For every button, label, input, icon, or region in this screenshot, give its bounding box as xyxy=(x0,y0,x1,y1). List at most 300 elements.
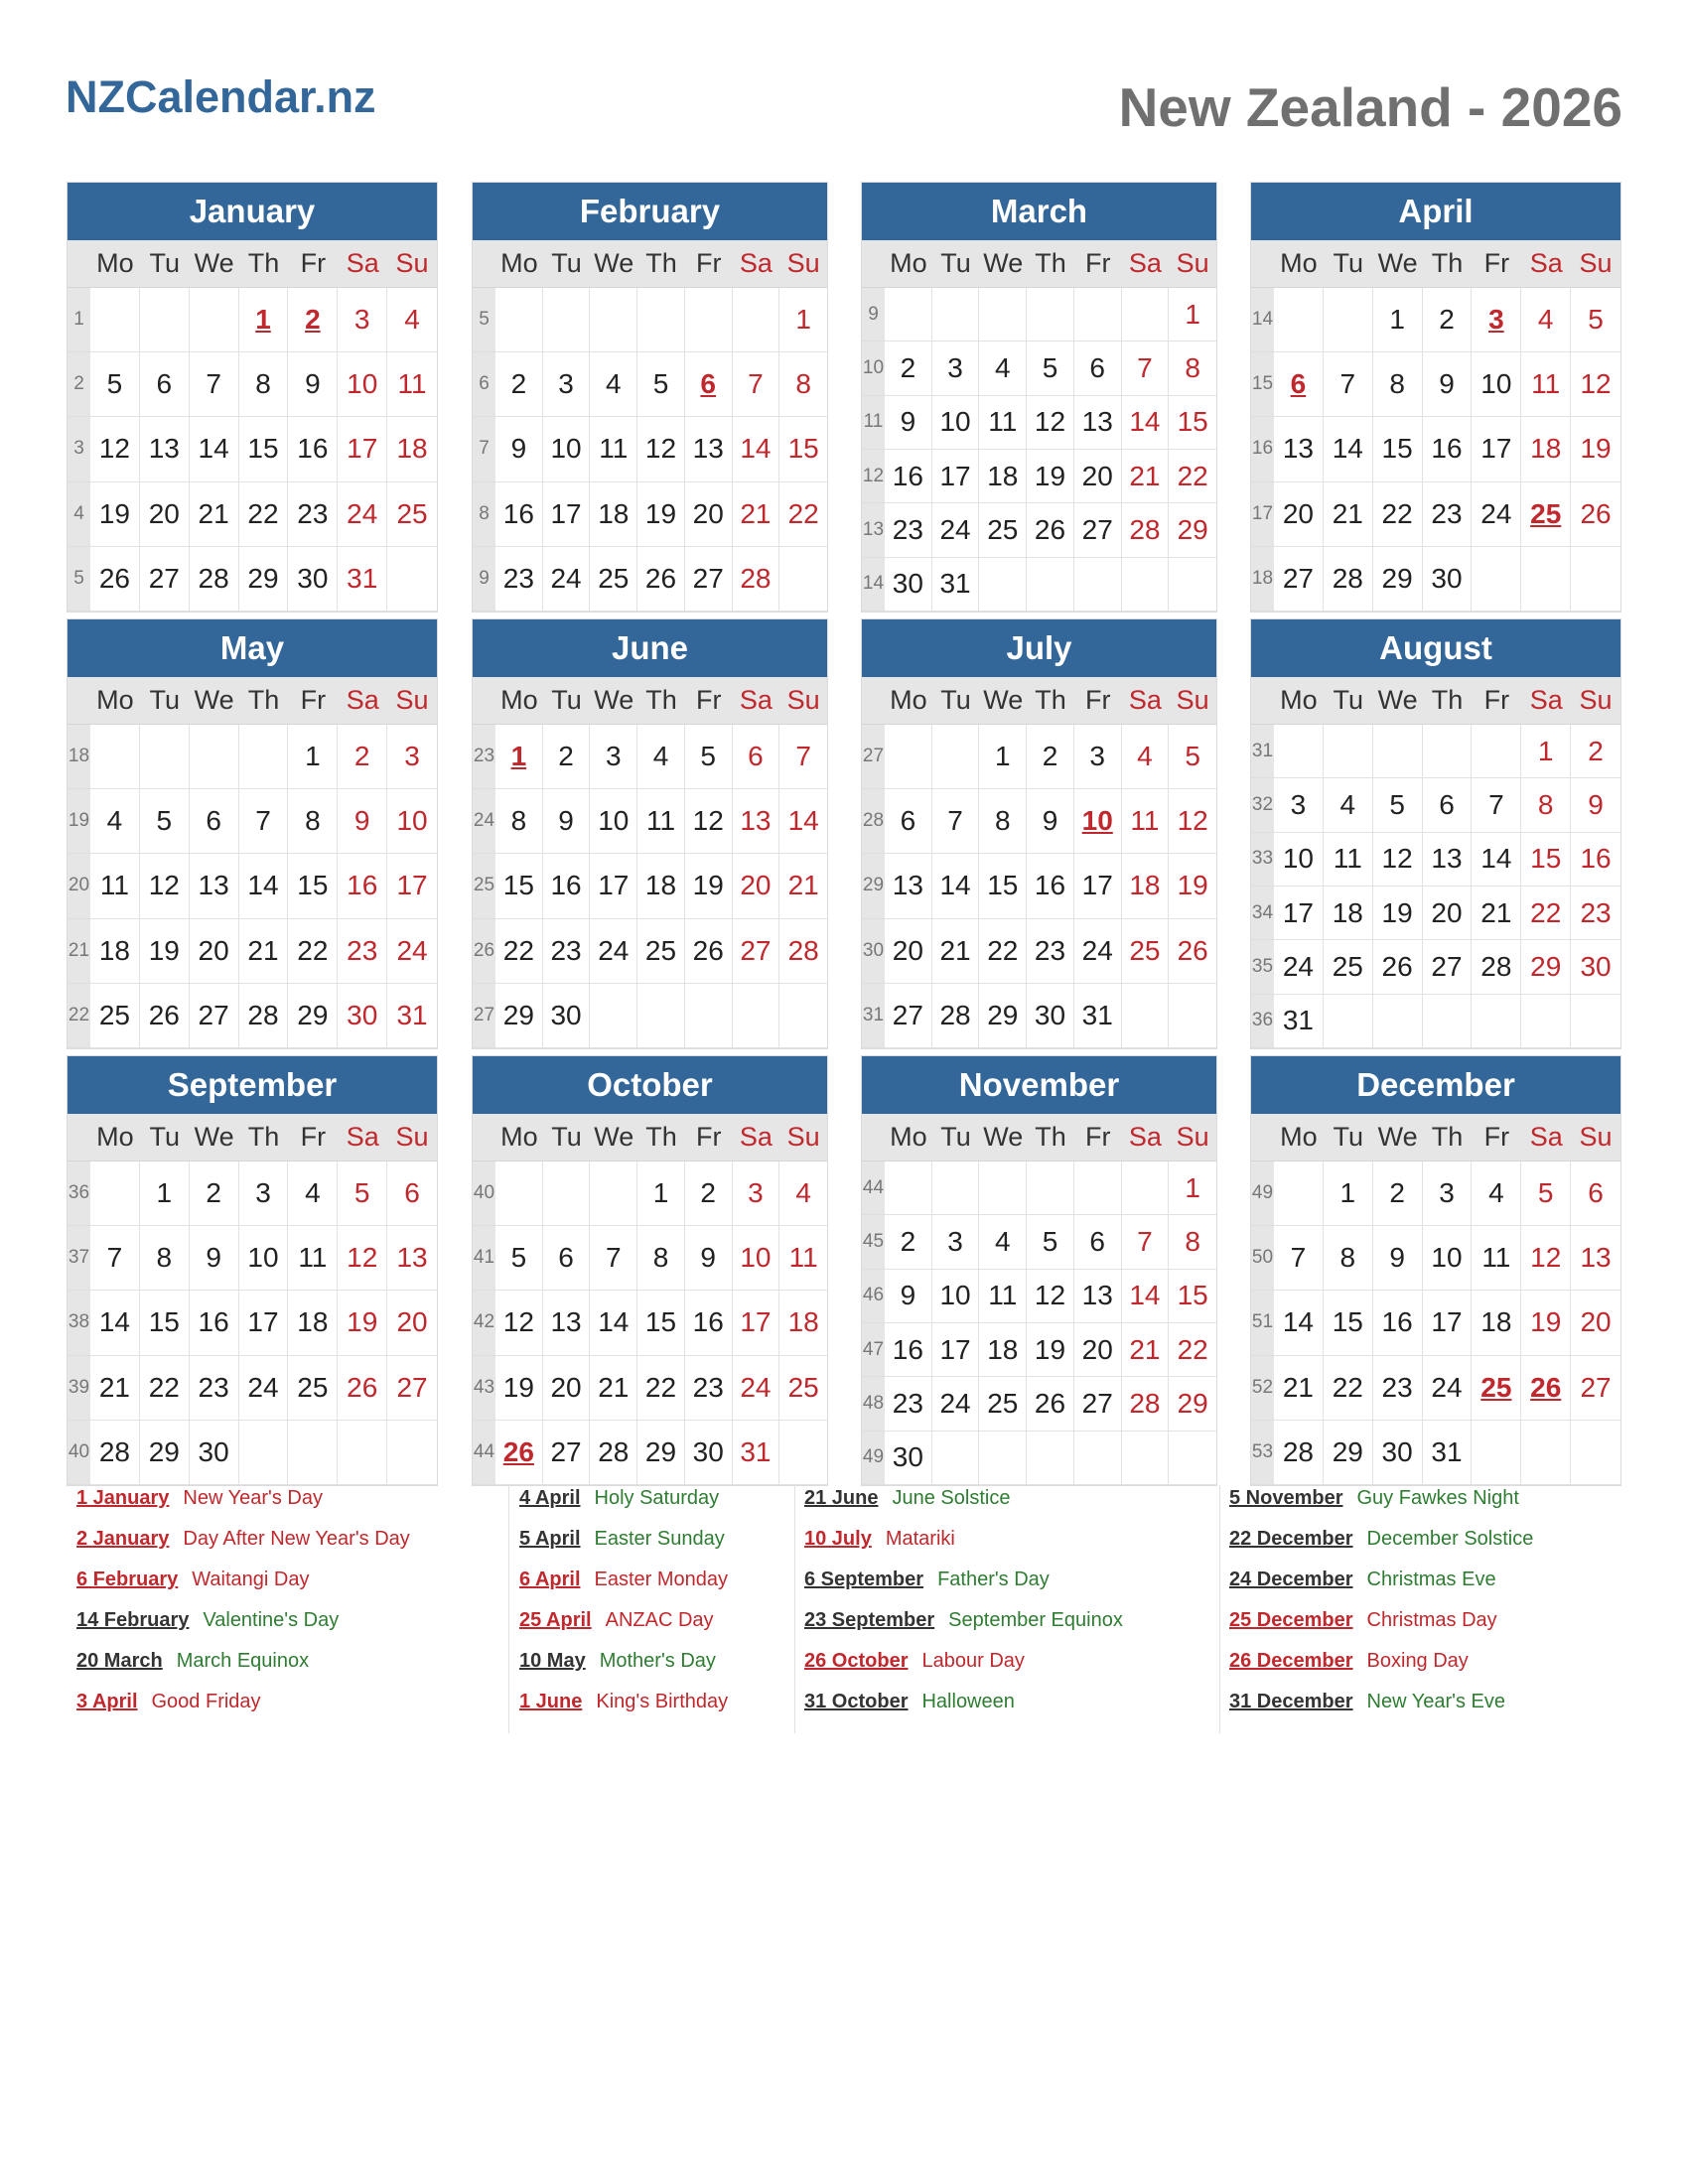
day-cell[interactable]: 11 xyxy=(387,352,437,417)
day-cell[interactable]: 25 xyxy=(637,919,685,984)
day-cell[interactable]: 11 xyxy=(1324,833,1373,887)
day-cell[interactable]: 13 xyxy=(543,1291,591,1355)
day-cell[interactable]: 17 xyxy=(338,417,387,481)
day-cell[interactable]: 22 xyxy=(1521,887,1571,940)
holiday-date-link[interactable]: 6 February xyxy=(76,1569,179,1590)
day-cell[interactable]: 21 xyxy=(90,1356,140,1421)
day-cell[interactable]: 28 xyxy=(239,984,289,1048)
day-cell[interactable]: 6 xyxy=(387,1161,437,1226)
day-cell[interactable]: 16 xyxy=(885,450,932,503)
holiday-date-link[interactable]: 22 December xyxy=(1229,1528,1353,1550)
day-cell[interactable]: 29 xyxy=(979,984,1027,1048)
day-cell[interactable]: 27 xyxy=(1074,503,1122,557)
day-cell[interactable]: 12 xyxy=(637,417,685,481)
day-cell[interactable]: 7 xyxy=(779,725,827,789)
day-cell[interactable]: 24 xyxy=(1472,482,1521,547)
day-cell[interactable]: 25 xyxy=(979,1377,1027,1431)
day-cell[interactable]: 2 xyxy=(495,352,543,417)
day-cell[interactable]: 29 xyxy=(239,547,289,612)
day-cell[interactable]: 30 xyxy=(288,547,338,612)
holiday-date-link[interactable]: 31 October xyxy=(804,1691,909,1712)
day-cell[interactable]: 22 xyxy=(1373,482,1423,547)
day-cell[interactable]: 2 xyxy=(190,1161,239,1226)
day-cell[interactable]: 18 xyxy=(590,482,637,547)
day-cell[interactable]: 7 xyxy=(1472,778,1521,832)
holiday-date-link[interactable]: 5 November xyxy=(1229,1487,1343,1509)
day-cell[interactable]: 19 xyxy=(1027,450,1074,503)
day-cell[interactable]: 19 xyxy=(637,482,685,547)
day-cell[interactable]: 27 xyxy=(543,1421,591,1485)
day-cell[interactable]: 11 xyxy=(979,396,1027,450)
day-cell[interactable]: 28 xyxy=(1274,1421,1324,1485)
holiday-day-cell[interactable]: 2 xyxy=(288,288,338,352)
day-cell[interactable]: 5 xyxy=(1373,778,1423,832)
day-cell[interactable]: 9 xyxy=(495,417,543,481)
day-cell[interactable]: 26 xyxy=(140,984,190,1048)
day-cell[interactable]: 16 xyxy=(885,1323,932,1377)
day-cell[interactable]: 24 xyxy=(338,482,387,547)
day-cell[interactable]: 18 xyxy=(1521,417,1571,481)
day-cell[interactable]: 22 xyxy=(1324,1356,1373,1421)
day-cell[interactable]: 24 xyxy=(590,919,637,984)
day-cell[interactable]: 14 xyxy=(590,1291,637,1355)
day-cell[interactable]: 31 xyxy=(1274,995,1324,1048)
day-cell[interactable]: 28 xyxy=(1324,547,1373,612)
day-cell[interactable]: 23 xyxy=(1571,887,1620,940)
day-cell[interactable]: 20 xyxy=(1074,1323,1122,1377)
day-cell[interactable]: 4 xyxy=(1472,1161,1521,1226)
day-cell[interactable]: 25 xyxy=(288,1356,338,1421)
day-cell[interactable]: 28 xyxy=(932,984,980,1048)
day-cell[interactable]: 23 xyxy=(543,919,591,984)
day-cell[interactable]: 13 xyxy=(733,789,780,854)
day-cell[interactable]: 3 xyxy=(590,725,637,789)
day-cell[interactable]: 2 xyxy=(1423,288,1473,352)
day-cell[interactable]: 16 xyxy=(1571,833,1620,887)
day-cell[interactable]: 31 xyxy=(733,1421,780,1485)
day-cell[interactable]: 17 xyxy=(239,1291,289,1355)
day-cell[interactable]: 13 xyxy=(1274,417,1324,481)
day-cell[interactable]: 28 xyxy=(190,547,239,612)
day-cell[interactable]: 20 xyxy=(387,1291,437,1355)
day-cell[interactable]: 26 xyxy=(1373,940,1423,994)
day-cell[interactable]: 27 xyxy=(1074,1377,1122,1431)
day-cell[interactable]: 19 xyxy=(1169,854,1216,918)
holiday-day-cell[interactable]: 26 xyxy=(495,1421,543,1485)
day-cell[interactable]: 4 xyxy=(90,789,140,854)
day-cell[interactable]: 19 xyxy=(140,919,190,984)
day-cell[interactable]: 7 xyxy=(1324,352,1373,417)
day-cell[interactable]: 8 xyxy=(1169,341,1216,395)
day-cell[interactable]: 23 xyxy=(685,1356,733,1421)
day-cell[interactable]: 14 xyxy=(932,854,980,918)
day-cell[interactable]: 11 xyxy=(90,854,140,918)
day-cell[interactable]: 12 xyxy=(338,1226,387,1291)
day-cell[interactable]: 28 xyxy=(590,1421,637,1485)
day-cell[interactable]: 1 xyxy=(288,725,338,789)
day-cell[interactable]: 8 xyxy=(979,789,1027,854)
day-cell[interactable]: 8 xyxy=(637,1226,685,1291)
day-cell[interactable]: 27 xyxy=(685,547,733,612)
holiday-day-cell[interactable]: 1 xyxy=(495,725,543,789)
day-cell[interactable]: 9 xyxy=(288,352,338,417)
day-cell[interactable]: 12 xyxy=(90,417,140,481)
day-cell[interactable]: 7 xyxy=(733,352,780,417)
day-cell[interactable]: 27 xyxy=(190,984,239,1048)
day-cell[interactable]: 19 xyxy=(1027,1323,1074,1377)
day-cell[interactable]: 7 xyxy=(590,1226,637,1291)
day-cell[interactable]: 1 xyxy=(140,1161,190,1226)
day-cell[interactable]: 30 xyxy=(885,1432,932,1485)
day-cell[interactable]: 29 xyxy=(495,984,543,1048)
holiday-date-link[interactable]: 6 September xyxy=(804,1569,924,1590)
day-cell[interactable]: 2 xyxy=(543,725,591,789)
day-cell[interactable]: 10 xyxy=(1472,352,1521,417)
holiday-date-link[interactable]: 1 January xyxy=(76,1487,170,1509)
day-cell[interactable]: 20 xyxy=(885,919,932,984)
day-cell[interactable]: 18 xyxy=(90,919,140,984)
day-cell[interactable]: 11 xyxy=(1122,789,1170,854)
day-cell[interactable]: 3 xyxy=(1274,778,1324,832)
day-cell[interactable]: 26 xyxy=(1169,919,1216,984)
day-cell[interactable]: 17 xyxy=(733,1291,780,1355)
day-cell[interactable]: 1 xyxy=(1521,725,1571,778)
day-cell[interactable]: 6 xyxy=(733,725,780,789)
day-cell[interactable]: 18 xyxy=(1324,887,1373,940)
day-cell[interactable]: 16 xyxy=(288,417,338,481)
day-cell[interactable]: 6 xyxy=(1074,341,1122,395)
day-cell[interactable]: 19 xyxy=(495,1356,543,1421)
day-cell[interactable]: 23 xyxy=(885,503,932,557)
day-cell[interactable]: 9 xyxy=(543,789,591,854)
day-cell[interactable]: 18 xyxy=(288,1291,338,1355)
day-cell[interactable]: 25 xyxy=(590,547,637,612)
day-cell[interactable]: 30 xyxy=(885,558,932,612)
day-cell[interactable]: 29 xyxy=(1169,1377,1216,1431)
day-cell[interactable]: 5 xyxy=(90,352,140,417)
day-cell[interactable]: 19 xyxy=(1521,1291,1571,1355)
day-cell[interactable]: 31 xyxy=(1423,1421,1473,1485)
holiday-date-link[interactable]: 14 February xyxy=(76,1609,190,1631)
day-cell[interactable]: 15 xyxy=(637,1291,685,1355)
day-cell[interactable]: 26 xyxy=(1027,503,1074,557)
day-cell[interactable]: 15 xyxy=(1169,1270,1216,1323)
day-cell[interactable]: 24 xyxy=(1074,919,1122,984)
day-cell[interactable]: 21 xyxy=(590,1356,637,1421)
day-cell[interactable]: 30 xyxy=(338,984,387,1048)
day-cell[interactable]: 19 xyxy=(338,1291,387,1355)
day-cell[interactable]: 20 xyxy=(733,854,780,918)
day-cell[interactable]: 29 xyxy=(1169,503,1216,557)
day-cell[interactable]: 15 xyxy=(140,1291,190,1355)
day-cell[interactable]: 5 xyxy=(1521,1161,1571,1226)
day-cell[interactable]: 8 xyxy=(288,789,338,854)
day-cell[interactable]: 12 xyxy=(1571,352,1620,417)
day-cell[interactable]: 4 xyxy=(979,341,1027,395)
day-cell[interactable]: 3 xyxy=(1074,725,1122,789)
day-cell[interactable]: 27 xyxy=(1274,547,1324,612)
day-cell[interactable]: 12 xyxy=(1373,833,1423,887)
day-cell[interactable]: 13 xyxy=(885,854,932,918)
holiday-date-link[interactable]: 20 March xyxy=(76,1650,163,1672)
day-cell[interactable]: 8 xyxy=(1373,352,1423,417)
day-cell[interactable]: 28 xyxy=(779,919,827,984)
day-cell[interactable]: 7 xyxy=(239,789,289,854)
day-cell[interactable]: 27 xyxy=(1423,940,1473,994)
day-cell[interactable]: 18 xyxy=(1122,854,1170,918)
day-cell[interactable]: 11 xyxy=(288,1226,338,1291)
day-cell[interactable]: 22 xyxy=(1169,450,1216,503)
day-cell[interactable]: 3 xyxy=(932,1215,980,1269)
day-cell[interactable]: 26 xyxy=(685,919,733,984)
day-cell[interactable]: 13 xyxy=(685,417,733,481)
day-cell[interactable]: 23 xyxy=(885,1377,932,1431)
day-cell[interactable]: 21 xyxy=(239,919,289,984)
day-cell[interactable]: 12 xyxy=(140,854,190,918)
day-cell[interactable]: 6 xyxy=(543,1226,591,1291)
day-cell[interactable]: 9 xyxy=(885,396,932,450)
day-cell[interactable]: 5 xyxy=(1169,725,1216,789)
day-cell[interactable]: 4 xyxy=(637,725,685,789)
day-cell[interactable]: 9 xyxy=(190,1226,239,1291)
day-cell[interactable]: 24 xyxy=(1423,1356,1473,1421)
day-cell[interactable]: 6 xyxy=(1074,1215,1122,1269)
holiday-date-link[interactable]: 23 September xyxy=(804,1609,935,1631)
day-cell[interactable]: 17 xyxy=(1423,1291,1473,1355)
holiday-day-cell[interactable]: 1 xyxy=(239,288,289,352)
day-cell[interactable]: 30 xyxy=(1571,940,1620,994)
day-cell[interactable]: 9 xyxy=(1373,1226,1423,1291)
day-cell[interactable]: 26 xyxy=(1027,1377,1074,1431)
day-cell[interactable]: 2 xyxy=(885,341,932,395)
day-cell[interactable]: 13 xyxy=(1571,1226,1620,1291)
day-cell[interactable]: 7 xyxy=(1122,1215,1170,1269)
day-cell[interactable]: 3 xyxy=(239,1161,289,1226)
day-cell[interactable]: 18 xyxy=(979,450,1027,503)
day-cell[interactable]: 29 xyxy=(288,984,338,1048)
day-cell[interactable]: 29 xyxy=(1373,547,1423,612)
day-cell[interactable]: 4 xyxy=(779,1161,827,1226)
day-cell[interactable]: 16 xyxy=(1027,854,1074,918)
day-cell[interactable]: 6 xyxy=(885,789,932,854)
day-cell[interactable]: 21 xyxy=(1324,482,1373,547)
day-cell[interactable]: 16 xyxy=(1373,1291,1423,1355)
day-cell[interactable]: 13 xyxy=(387,1226,437,1291)
day-cell[interactable]: 24 xyxy=(387,919,437,984)
holiday-day-cell[interactable]: 25 xyxy=(1472,1356,1521,1421)
day-cell[interactable]: 5 xyxy=(1027,341,1074,395)
day-cell[interactable]: 11 xyxy=(637,789,685,854)
day-cell[interactable]: 5 xyxy=(637,352,685,417)
day-cell[interactable]: 9 xyxy=(1571,778,1620,832)
holiday-date-link[interactable]: 2 January xyxy=(76,1528,170,1550)
day-cell[interactable]: 14 xyxy=(190,417,239,481)
day-cell[interactable]: 30 xyxy=(1373,1421,1423,1485)
day-cell[interactable]: 22 xyxy=(495,919,543,984)
day-cell[interactable]: 20 xyxy=(1571,1291,1620,1355)
day-cell[interactable]: 21 xyxy=(733,482,780,547)
day-cell[interactable]: 1 xyxy=(637,1161,685,1226)
day-cell[interactable]: 22 xyxy=(140,1356,190,1421)
day-cell[interactable]: 10 xyxy=(543,417,591,481)
day-cell[interactable]: 14 xyxy=(90,1291,140,1355)
day-cell[interactable]: 17 xyxy=(387,854,437,918)
day-cell[interactable]: 14 xyxy=(779,789,827,854)
holiday-day-cell[interactable]: 6 xyxy=(1274,352,1324,417)
day-cell[interactable]: 16 xyxy=(543,854,591,918)
holiday-date-link[interactable]: 24 December xyxy=(1229,1569,1353,1590)
day-cell[interactable]: 13 xyxy=(140,417,190,481)
holiday-day-cell[interactable]: 6 xyxy=(685,352,733,417)
day-cell[interactable]: 12 xyxy=(495,1291,543,1355)
day-cell[interactable]: 1 xyxy=(779,288,827,352)
day-cell[interactable]: 27 xyxy=(885,984,932,1048)
holiday-date-link[interactable]: 3 April xyxy=(76,1691,138,1712)
day-cell[interactable]: 2 xyxy=(338,725,387,789)
day-cell[interactable]: 20 xyxy=(1274,482,1324,547)
day-cell[interactable]: 9 xyxy=(1027,789,1074,854)
day-cell[interactable]: 11 xyxy=(590,417,637,481)
day-cell[interactable]: 3 xyxy=(543,352,591,417)
day-cell[interactable]: 24 xyxy=(239,1356,289,1421)
day-cell[interactable]: 27 xyxy=(733,919,780,984)
day-cell[interactable]: 15 xyxy=(1324,1291,1373,1355)
day-cell[interactable]: 15 xyxy=(1521,833,1571,887)
day-cell[interactable]: 25 xyxy=(1324,940,1373,994)
day-cell[interactable]: 23 xyxy=(338,919,387,984)
day-cell[interactable]: 11 xyxy=(979,1270,1027,1323)
day-cell[interactable]: 18 xyxy=(637,854,685,918)
day-cell[interactable]: 5 xyxy=(1027,1215,1074,1269)
day-cell[interactable]: 5 xyxy=(495,1226,543,1291)
day-cell[interactable]: 27 xyxy=(140,547,190,612)
day-cell[interactable]: 19 xyxy=(1373,887,1423,940)
day-cell[interactable]: 10 xyxy=(932,396,980,450)
day-cell[interactable]: 20 xyxy=(685,482,733,547)
day-cell[interactable]: 17 xyxy=(543,482,591,547)
day-cell[interactable]: 31 xyxy=(932,558,980,612)
day-cell[interactable]: 15 xyxy=(779,417,827,481)
holiday-day-cell[interactable]: 25 xyxy=(1521,482,1571,547)
day-cell[interactable]: 7 xyxy=(90,1226,140,1291)
day-cell[interactable]: 15 xyxy=(288,854,338,918)
day-cell[interactable]: 8 xyxy=(140,1226,190,1291)
day-cell[interactable]: 21 xyxy=(190,482,239,547)
day-cell[interactable]: 10 xyxy=(590,789,637,854)
day-cell[interactable]: 21 xyxy=(1472,887,1521,940)
day-cell[interactable]: 28 xyxy=(1122,1377,1170,1431)
day-cell[interactable]: 20 xyxy=(1074,450,1122,503)
day-cell[interactable]: 7 xyxy=(1274,1226,1324,1291)
day-cell[interactable]: 21 xyxy=(1274,1356,1324,1421)
day-cell[interactable]: 3 xyxy=(932,341,980,395)
day-cell[interactable]: 2 xyxy=(885,1215,932,1269)
day-cell[interactable]: 25 xyxy=(387,482,437,547)
day-cell[interactable]: 22 xyxy=(637,1356,685,1421)
holiday-date-link[interactable]: 25 April xyxy=(519,1609,592,1631)
day-cell[interactable]: 22 xyxy=(979,919,1027,984)
day-cell[interactable]: 5 xyxy=(1571,288,1620,352)
holiday-date-link[interactable]: 26 October xyxy=(804,1650,909,1672)
day-cell[interactable]: 14 xyxy=(1472,833,1521,887)
day-cell[interactable]: 14 xyxy=(1122,396,1170,450)
day-cell[interactable]: 18 xyxy=(387,417,437,481)
day-cell[interactable]: 13 xyxy=(1074,396,1122,450)
day-cell[interactable]: 25 xyxy=(90,984,140,1048)
day-cell[interactable]: 4 xyxy=(1521,288,1571,352)
day-cell[interactable]: 15 xyxy=(239,417,289,481)
day-cell[interactable]: 21 xyxy=(1122,450,1170,503)
day-cell[interactable]: 12 xyxy=(1521,1226,1571,1291)
day-cell[interactable]: 30 xyxy=(190,1421,239,1485)
day-cell[interactable]: 14 xyxy=(1274,1291,1324,1355)
day-cell[interactable]: 1 xyxy=(1324,1161,1373,1226)
day-cell[interactable]: 10 xyxy=(1274,833,1324,887)
day-cell[interactable]: 29 xyxy=(140,1421,190,1485)
day-cell[interactable]: 6 xyxy=(190,789,239,854)
day-cell[interactable]: 8 xyxy=(1324,1226,1373,1291)
day-cell[interactable]: 17 xyxy=(1274,887,1324,940)
day-cell[interactable]: 10 xyxy=(387,789,437,854)
day-cell[interactable]: 24 xyxy=(932,503,980,557)
day-cell[interactable]: 25 xyxy=(779,1356,827,1421)
day-cell[interactable]: 7 xyxy=(932,789,980,854)
day-cell[interactable]: 8 xyxy=(239,352,289,417)
day-cell[interactable]: 20 xyxy=(140,482,190,547)
day-cell[interactable]: 29 xyxy=(637,1421,685,1485)
day-cell[interactable]: 17 xyxy=(932,1323,980,1377)
day-cell[interactable]: 10 xyxy=(1423,1226,1473,1291)
day-cell[interactable]: 31 xyxy=(1074,984,1122,1048)
day-cell[interactable]: 10 xyxy=(239,1226,289,1291)
day-cell[interactable]: 10 xyxy=(733,1226,780,1291)
holiday-date-link[interactable]: 31 December xyxy=(1229,1691,1353,1712)
day-cell[interactable]: 4 xyxy=(387,288,437,352)
day-cell[interactable]: 24 xyxy=(733,1356,780,1421)
day-cell[interactable]: 22 xyxy=(779,482,827,547)
day-cell[interactable]: 31 xyxy=(338,547,387,612)
day-cell[interactable]: 26 xyxy=(637,547,685,612)
day-cell[interactable]: 16 xyxy=(685,1291,733,1355)
day-cell[interactable]: 12 xyxy=(1027,396,1074,450)
holiday-date-link[interactable]: 25 December xyxy=(1229,1609,1353,1631)
day-cell[interactable]: 10 xyxy=(932,1270,980,1323)
day-cell[interactable]: 23 xyxy=(495,547,543,612)
day-cell[interactable]: 23 xyxy=(1423,482,1473,547)
day-cell[interactable]: 12 xyxy=(1027,1270,1074,1323)
day-cell[interactable]: 24 xyxy=(1274,940,1324,994)
day-cell[interactable]: 22 xyxy=(288,919,338,984)
day-cell[interactable]: 6 xyxy=(1571,1161,1620,1226)
day-cell[interactable]: 3 xyxy=(338,288,387,352)
day-cell[interactable]: 4 xyxy=(1324,778,1373,832)
day-cell[interactable]: 14 xyxy=(1324,417,1373,481)
day-cell[interactable]: 28 xyxy=(90,1421,140,1485)
day-cell[interactable]: 1 xyxy=(1169,1161,1216,1215)
day-cell[interactable]: 14 xyxy=(733,417,780,481)
day-cell[interactable]: 5 xyxy=(338,1161,387,1226)
day-cell[interactable]: 14 xyxy=(239,854,289,918)
day-cell[interactable]: 23 xyxy=(1373,1356,1423,1421)
day-cell[interactable]: 30 xyxy=(1027,984,1074,1048)
day-cell[interactable]: 7 xyxy=(1122,341,1170,395)
day-cell[interactable]: 16 xyxy=(190,1291,239,1355)
day-cell[interactable]: 13 xyxy=(1423,833,1473,887)
day-cell[interactable]: 8 xyxy=(1521,778,1571,832)
day-cell[interactable]: 13 xyxy=(1074,1270,1122,1323)
holiday-date-link[interactable]: 4 April xyxy=(519,1487,581,1509)
day-cell[interactable]: 22 xyxy=(239,482,289,547)
